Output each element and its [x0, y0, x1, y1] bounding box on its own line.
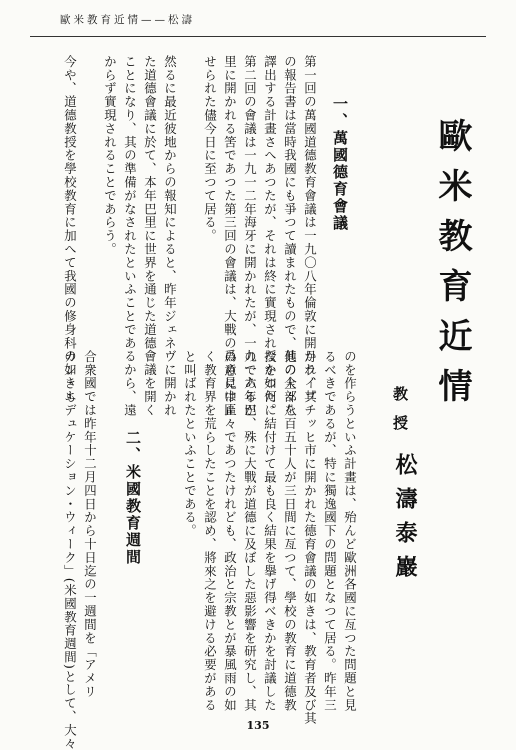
section2-heading: 二、米國教育週間: [124, 430, 142, 566]
author-name: 松濤泰巖: [392, 453, 418, 589]
header-rule: [30, 36, 486, 37]
text-line: 譯出する計畫さへあつたが、それは終に實現されなかつた。: [262, 55, 278, 417]
text-line: ことになり、其の準備がなされたといふことであるから、遠: [122, 55, 138, 417]
page-number: 135: [246, 719, 270, 732]
running-header-text: 歐米教育近情——松濤: [60, 14, 195, 26]
text-line: 合衆國では昨年十二月四日から十日迄の一週間を「アメリ: [82, 350, 98, 699]
article-title: 歐米教育近情: [432, 118, 472, 418]
text-line: 他の人々八百五十人が三日間に亙つて、學校の教育に道德教: [282, 350, 298, 712]
text-line: 授を如何に結付けて最も良く結果を擧げ得べきかを討議した: [262, 350, 278, 712]
text-line: のを作らうといふ計畫は、殆んど歐洲各國に亙つた問題と見: [342, 350, 358, 712]
text-line: 然るに最近彼地からの報知によると、昨年ジェネヴに開かれ: [162, 55, 178, 417]
author-label: 教授: [391, 386, 409, 444]
text-line: の意見は區々であつたけれども、政治と宗教とが暴風雨の如: [222, 350, 238, 712]
text-line: と叫ばれたといふことである。: [182, 350, 198, 538]
text-line: るべきであるが、特に獨逸國下の問題となつて居る。昨年三: [322, 350, 338, 712]
running-header: [0, 10, 516, 32]
section1-heading: 一、萬國德育會議: [331, 96, 349, 232]
text-line: 里に開かれる筈であつた第三回の會議は、大戰の爲めに中止: [222, 55, 238, 417]
text-line: 今や、道德教授を學校教育に加へて我國の修身科の如きも: [62, 55, 78, 404]
text-line: せられた儘今日に至つて居る。: [202, 55, 218, 243]
text-line: 月ライプチッヒ市に開かれた德育會議の如きは、教育者及び其: [302, 350, 318, 726]
text-line: からず實現されることであらう。: [102, 55, 118, 256]
text-line: の報告書は當時我國にも爭つて讀まれたもので、其の全部を: [282, 55, 298, 417]
text-line: た道德會議に於て、本年巴里に世界を通じた道德會議を開く: [142, 55, 158, 417]
text-line: く教育界を荒らしたことを認め、將來之を避ける必要がある: [202, 350, 218, 712]
text-line: 第二回の會議は一九一二年海牙に開かれたが、一九一六年巴: [242, 55, 258, 417]
text-line: 第一回の萬國道德教育會議は一九〇八年倫敦に開かれ、其: [302, 55, 318, 404]
text-line: カン・エデュケーション・ウィーク」(米國教育週間)として、大々: [62, 350, 78, 750]
text-line: のであるが、殊に大戰が道德に及ぼした惡影響を研究し、其: [242, 350, 258, 712]
